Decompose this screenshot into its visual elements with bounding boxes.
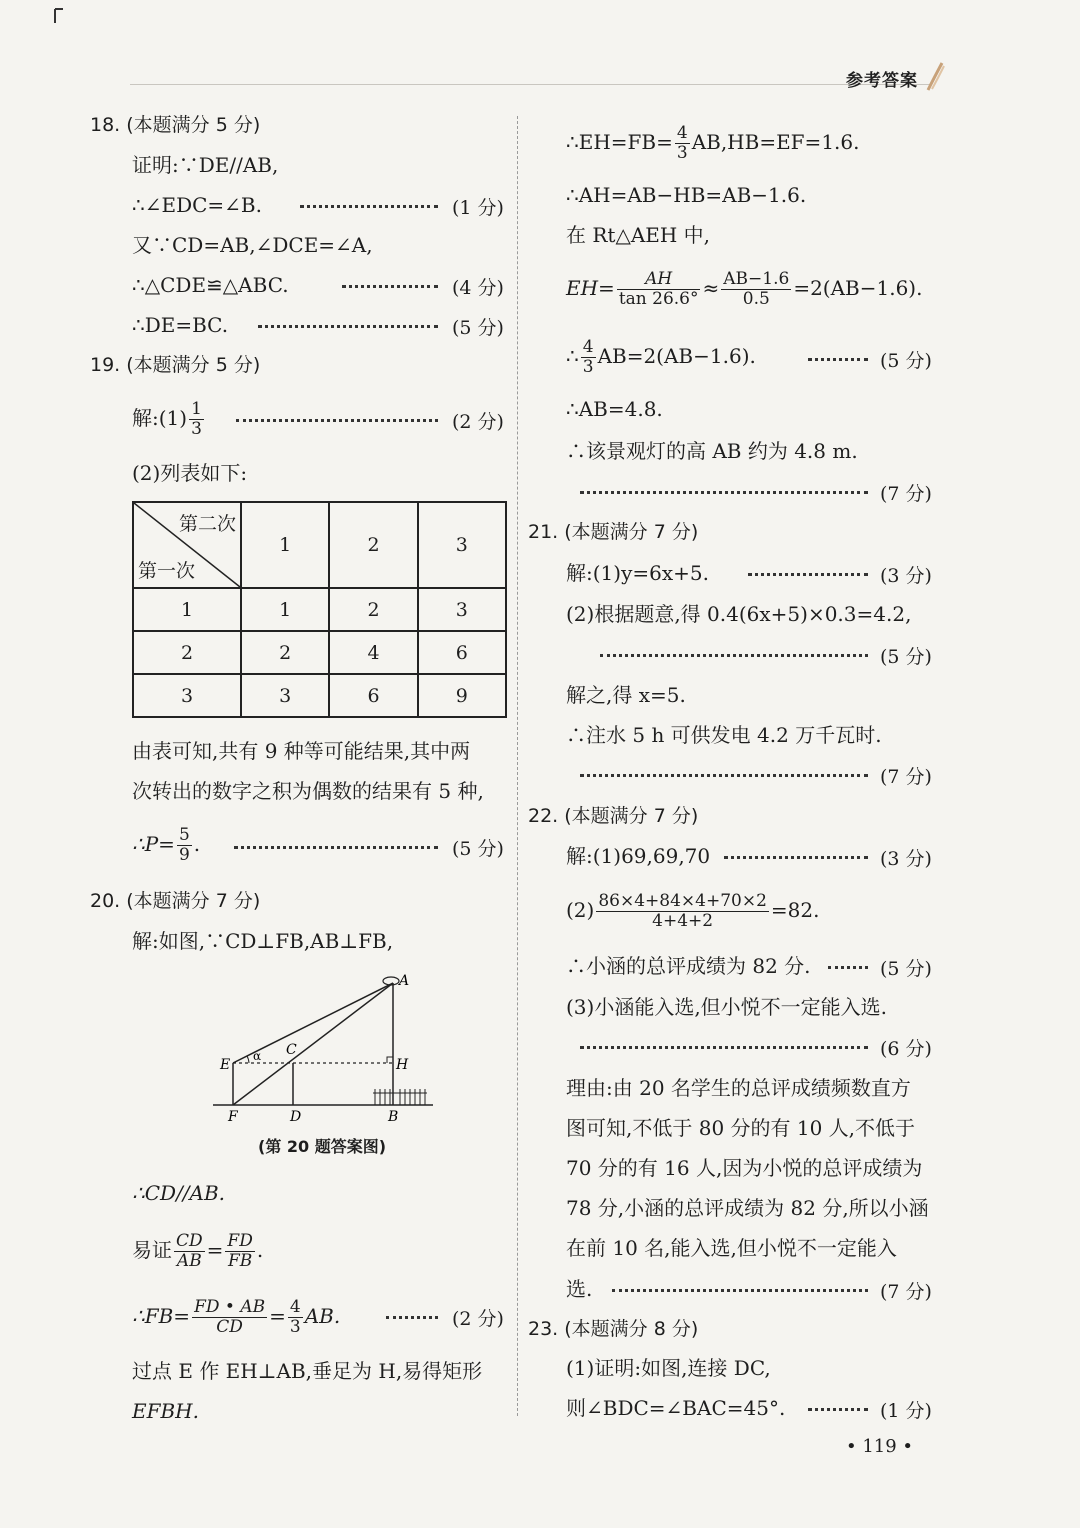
page-number: • 119 • [846, 1436, 914, 1457]
q22-line2: (2) $\frac{86\times 4+84\times 4+70\times 2}{4+4+2}$ =82. [566, 891, 820, 931]
table-col-header: 3 [418, 502, 506, 588]
q19-score-1: (2 分) [452, 411, 504, 433]
q20-line6: EFBH. [132, 1399, 199, 1423]
fraction: $\frac{4}{3}$ [676, 123, 688, 163]
q19-probability: ∴P= $\frac{5}{9}$ . [132, 825, 201, 865]
label-D: D [290, 1109, 302, 1125]
q20-r2: ∴AH=AB−HB=AB−1.6. [566, 183, 807, 207]
q20-figure [205, 965, 445, 1130]
fraction: $\frac{CD}{AB}$ [176, 1231, 203, 1271]
q19-title: 19. (本题满分 5 分) [90, 354, 261, 376]
q19-explain-2: 次转出的数字之积为偶数的结果有 5 种, [132, 779, 484, 803]
table-cell: 1 [241, 588, 329, 631]
right-angle-mark [387, 1057, 393, 1063]
table-row [133, 588, 506, 631]
fraction: $\frac{5}{9}$ [178, 825, 190, 865]
q22-score-3: (6 分) [880, 1038, 932, 1060]
q19-part1 [132, 396, 206, 440]
column-divider [517, 116, 518, 1416]
leader-dots [808, 1408, 868, 1415]
table-row [133, 631, 506, 674]
q21-line3: 解之,得 x=5. [566, 683, 686, 707]
table-cell: 3 [241, 674, 329, 717]
label-B: B [388, 1109, 399, 1125]
label-A: A [399, 973, 410, 989]
fraction: $\frac{4}{3}$ [289, 1297, 301, 1337]
q20-line3: 易证 $\frac{CD}{AB}$ = $\frac{FD}{FB}$ . [132, 1231, 264, 1271]
fraction: $\frac{86\times 4+84\times 4+70\times 2}{4+4+2}$ [598, 891, 767, 931]
q20-line4: ∴FB= $\frac{FD • AB}{CD}$ = $\frac{4}{3}$ AB. [132, 1297, 341, 1337]
section-label: 参考答案 [846, 71, 918, 91]
leader-dots [748, 573, 868, 580]
table-cell: 6 [329, 674, 417, 717]
q22-title: 22. (本题满分 7 分) [528, 805, 699, 827]
table-row-header: 1 [133, 588, 241, 631]
header-rule [130, 84, 930, 85]
q22-reason-3: 70 分的有 16 人,因为小悦的总评成绩为 [566, 1156, 923, 1180]
q22-line1: 解:(1)69,69,70 [566, 844, 711, 868]
label-E: E [220, 1057, 231, 1073]
q22-line4: (3)小涵能入选,但小悦不一定能入选. [566, 995, 888, 1019]
q20-line1: 解:如图,∵CD⊥FB,AB⊥FB, [132, 929, 394, 953]
table-cell: 2 [329, 588, 417, 631]
fraction: $\frac{AH}{\tan 26.6^\circ}$ [618, 269, 699, 309]
q20-r4: EH= $\frac{AH}{\tan 26.6^\circ}$ ≈ $\frac{AB-1.6}{0.5}$ =2(AB−1.6). [566, 269, 923, 309]
fraction: $\frac{FD • AB}{CD}$ [194, 1297, 266, 1337]
table-col-header: 2 [329, 502, 417, 588]
q18-line1: 证明:∵DE//AB, [132, 153, 279, 177]
table-row-header: 3 [133, 674, 241, 717]
q21-line2: (2)根据题意,得 0.4(6x+5)×0.3=4.2, [566, 602, 912, 626]
leader-dots [580, 491, 868, 498]
table-cell: 6 [418, 631, 506, 674]
table-corner-cell [133, 502, 241, 588]
q20-r1: ∴EH=FB= $\frac{4}{3}$ AB,HB=EF=1.6. [566, 123, 860, 163]
table-row [133, 674, 506, 717]
q21-score-2: (5 分) [880, 646, 932, 668]
q18-line5: ∴DE=BC. [132, 313, 229, 337]
table-cell: 9 [418, 674, 506, 717]
fraction: $\frac{FD}{FB}$ [227, 1231, 253, 1271]
q22-score-1: (3 分) [880, 848, 932, 870]
fraction: $\frac{1}{3}$ [191, 399, 202, 439]
label-H: H [396, 1057, 409, 1073]
q19-explain-1: 由表可知,共有 9 种等可能结果,其中两 [132, 739, 471, 763]
q22-reason-4: 78 分,小涵的总评成绩为 82 分,所以小涵 [566, 1196, 929, 1220]
q21-score-3: (7 分) [880, 766, 932, 788]
leader-dots [386, 1316, 438, 1323]
q23-line1: (1)证明:如图,连接 DC, [566, 1356, 771, 1380]
q19-part2: (2)列表如下: [132, 461, 248, 485]
table-header-second: 第二次 [178, 513, 236, 535]
leader-dots [234, 846, 438, 853]
q20-score-2: (5 分) [880, 350, 932, 372]
leader-dots [300, 205, 438, 212]
q20-line5: 过点 E 作 EH⊥AB,垂足为 H,易得矩形 [132, 1359, 483, 1383]
angle-arc [247, 1056, 249, 1063]
leader-dots [600, 654, 868, 661]
q22-score-2: (5 分) [880, 958, 932, 980]
table-cell: 4 [329, 631, 417, 674]
figure-caption: (第 20 题答案图) [258, 1137, 387, 1156]
q23-line2: 则∠BDC=∠BAC=45°. [566, 1396, 786, 1420]
q18-title: 18. (本题满分 5 分) [90, 114, 261, 136]
q18-score-1: (1 分) [452, 197, 504, 219]
q20-score-1: (2 分) [452, 1308, 504, 1330]
q20-r6: ∴AB=4.8. [566, 397, 663, 421]
q21-line4: ∴注水 5 h 可供发电 4.2 万千瓦时. [566, 723, 882, 747]
segment-FA [233, 983, 393, 1105]
leader-dots [342, 285, 438, 292]
q21-title: 21. (本题满分 7 分) [528, 521, 699, 543]
table-cell: 2 [241, 631, 329, 674]
q18-score-3: (5 分) [452, 317, 504, 339]
leader-dots [580, 774, 868, 781]
q18-line3: 又∵CD=AB,∠DCE=∠A, [132, 233, 373, 257]
q22-score-4: (7 分) [880, 1281, 932, 1303]
leader-dots [808, 358, 868, 365]
label-F: F [228, 1109, 238, 1125]
q22-line3: ∴小涵的总评成绩为 82 分. [566, 954, 811, 978]
q20-r3: 在 Rt△AEH 中, [566, 223, 711, 247]
q22-reason-2: 图可知,不低于 80 分的有 10 人,不低于 [566, 1116, 916, 1140]
fence-icon [373, 1089, 427, 1105]
q23-score-1: (1 分) [880, 1400, 932, 1422]
corner-mark-icon [54, 8, 64, 24]
label-C: C [286, 1042, 297, 1058]
table-cell: 3 [418, 588, 506, 631]
table-col-header: 1 [241, 502, 329, 588]
q20-score-3: (7 分) [880, 483, 932, 505]
q22-reason-5: 在前 10 名,能入选,但小悦不一定能入 [566, 1236, 897, 1260]
q18-line2: ∴∠EDC=∠B. [132, 193, 262, 217]
q20-line2: ∴CD//AB. [132, 1181, 226, 1205]
table-header-row [133, 502, 506, 588]
q20-r5: ∴ $\frac{4}{3}$ AB=2(AB−1.6). [566, 337, 756, 377]
q20-r7: ∴该景观灯的高 AB 约为 4.8 m. [566, 439, 858, 463]
leader-dots [612, 1289, 868, 1296]
table-header-first: 第一次 [138, 560, 196, 582]
result-table [132, 501, 507, 718]
table-row-header: 2 [133, 631, 241, 674]
leader-dots [580, 1046, 868, 1053]
label-alpha: α [253, 1049, 262, 1063]
q19-part1-prefix: 解:(1) [132, 406, 188, 430]
q20-title: 20. (本题满分 7 分) [90, 890, 261, 912]
leader-dots [724, 856, 868, 863]
leader-dots [258, 325, 438, 332]
q22-reason-6: 选. [566, 1277, 593, 1301]
q22-reason-1: 理由:由 20 名学生的总评成绩频数直方 [566, 1076, 911, 1100]
fraction: $\frac{AB-1.6}{0.5}$ [723, 269, 790, 309]
q21-score-1: (3 分) [880, 565, 932, 587]
q23-title: 23. (本题满分 8 分) [528, 1318, 699, 1340]
quill-mark-icon [924, 60, 946, 92]
fraction: $\frac{4}{3}$ [582, 337, 594, 377]
q18-line4: ∴△CDE≌△ABC. [132, 273, 289, 297]
leader-dots [828, 966, 868, 973]
q19-score-2: (5 分) [452, 838, 504, 860]
q21-line1: 解:(1)y=6x+5. [566, 561, 709, 585]
leader-dots [236, 419, 438, 426]
q18-score-2: (4 分) [452, 277, 504, 299]
